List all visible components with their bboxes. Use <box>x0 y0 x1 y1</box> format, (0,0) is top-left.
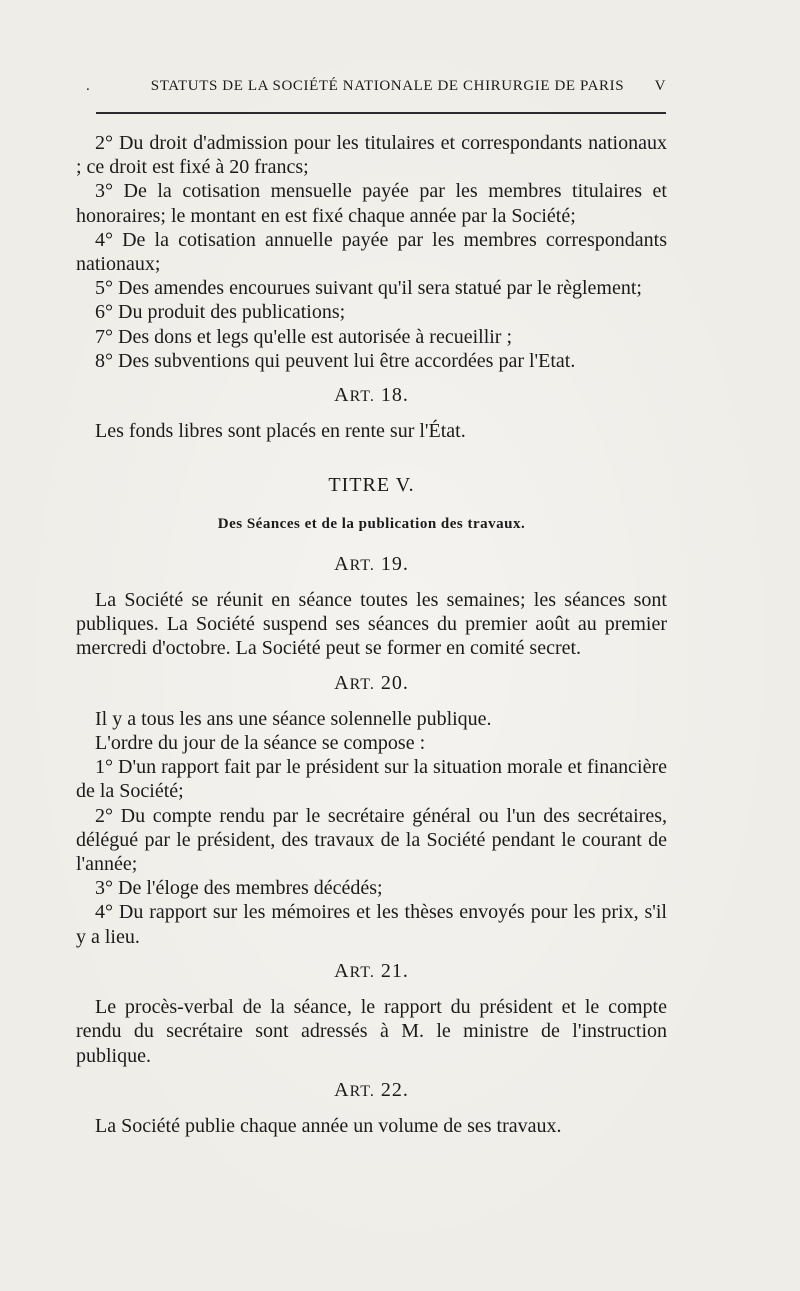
article-heading-18: ART. 18. <box>334 384 409 407</box>
article-heading-21: ART. 21. <box>334 959 409 982</box>
header-title: STATUTS DE LA SOCIÉTÉ NATIONALE DE CHIRURGIE DE PARIS <box>150 78 625 94</box>
page-number: V <box>654 78 666 94</box>
header-rule <box>96 112 666 114</box>
paragraph: 1° D'un rapport fait par le président sur la situation morale et financière de la Société; <box>76 756 667 803</box>
paragraph: La Société publie chaque année un volume de ses travaux. <box>95 1114 562 1137</box>
paragraph: 4° Du rapport sur les mémoires et les thèses envoyés pour les prix, s'il y a lieu. <box>76 901 667 948</box>
paragraph: La Société se réunit en séance toutes les semaines; les séances sont publiques. La Société suspend ses séances du premier août au premier mercredi d'octobre. La Société peut se former en comité secret. <box>76 589 667 660</box>
page-body <box>76 131 667 1138</box>
running-header <box>86 78 666 95</box>
paragraph: Le procès-verbal de la séance, le rapport du président et le compte rendu du secrétaire sont adressés à M. le ministre de l'instruction publique. <box>76 996 667 1067</box>
article-heading-20: ART. 20. <box>334 671 409 694</box>
paragraph: 8° Des subventions qui peuvent lui être accordées par l'Etat. <box>95 349 576 372</box>
paragraph: 4° De la cotisation annuelle payée par les membres correspondants nationaux; <box>76 228 667 276</box>
paragraph: 3° De la cotisation mensuelle payée par les membres titulaires et honoraires; le montant en est fixé chaque année par la Société; <box>76 180 667 227</box>
paragraph: 5° Des amendes encourues suivant qu'il sera statué par le règlement; <box>95 277 642 300</box>
article-heading-22: ART. 22. <box>334 1078 409 1101</box>
paragraph: 3° De l'éloge des membres décédés; <box>95 877 383 900</box>
paragraph: 6° Du produit des publications; <box>95 301 346 324</box>
paragraph: 2° Du droit d'admission pour les titulaires et correspondants nationaux ; ce droit est fixé à 20 francs; <box>76 132 667 179</box>
paragraph: Les fonds libres sont placés en rente sur l'État. <box>95 420 466 443</box>
paragraph: Il y a tous les ans une séance solennelle publique. <box>95 707 492 730</box>
paragraph: L'ordre du jour de la séance se compose : <box>95 732 426 755</box>
paragraph: 7° Des dons et legs qu'elle est autorisée à recueillir ; <box>95 325 513 348</box>
header-left-mark: . <box>86 78 91 94</box>
section-title: TITRE V. <box>328 474 415 497</box>
section-subtitle: Des Séances et de la publication des travaux. <box>217 515 526 532</box>
article-heading-19: ART. 19. <box>334 552 409 575</box>
paragraph: 2° Du compte rendu par le secrétaire général ou l'un des secrétaires, délégué par le président, des travaux de la Société pendant le courant de l'année; <box>76 804 667 876</box>
